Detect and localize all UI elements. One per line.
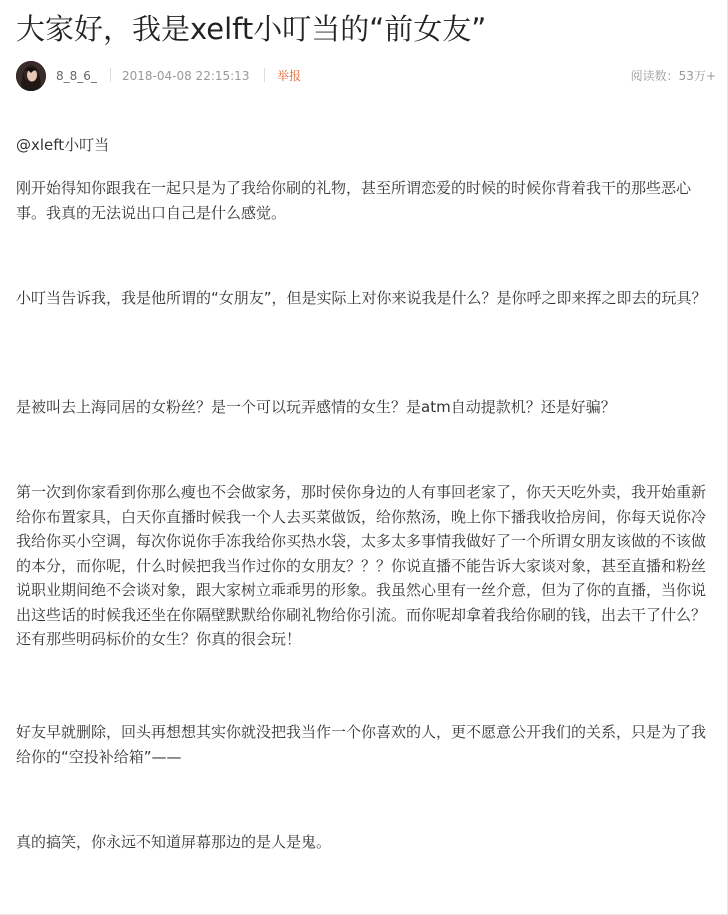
publish-date: 2018-04-08 22:15:13: [122, 69, 250, 83]
read-count: 阅读数：53万+: [630, 69, 716, 83]
paragraph: @xleft小叮当: [16, 136, 110, 154]
avatar-image: [16, 61, 46, 91]
avatar[interactable]: [16, 61, 46, 91]
meta-divider: [110, 68, 111, 82]
paragraph: 第一次到你家看到你那么瘦也不会做家务，那时侯你身边的人有事回老家了，你天天吃外卖，我开始重新给你布置家具，白天你直播时候我一个人去买菜做饭，给你熬汤，晚上你下播我收拾房间，你每天说你冷我给你买小空调，每次你说你手冻我给你买热水袋，太多太多事情我做好了一个所谓女朋友该做的不该做的本分，而你呢，什么时候把我当作过你的女朋友？？？你说直播不能告诉大家谈对象，甚至直播和粉丝说职业期间绝不会谈对象，跟大家树立乖乖男的形象。我虽然心里有一丝介意，但为了你的直播，当你说出这些话的时候我还坐在你隔壁默默给你刷礼物给你引流。而你呢却拿着我给你刷的钱，出去干了什么？还有那些明码标价的女生？你真的很会玩！: [16, 483, 707, 648]
meta-divider: [264, 68, 265, 82]
paragraph: 刚开始得知你跟我在一起只是为了我给你刷的礼物，甚至所谓恋爱的时候的时候你背着我干的那些恶心事。我真的无法说出口自己是什么感觉。: [16, 179, 692, 222]
author-name[interactable]: 8_8_6_: [56, 69, 97, 83]
article-meta: [16, 61, 716, 93]
paragraph: 小叮当告诉我，我是他所谓的“女朋友”，但是实际上对你来说我是什么？是你呼之即来挥之即去的玩具？: [16, 289, 707, 307]
paragraph: 真的搞笑，你永远不知道屏幕那边的是人是鬼。: [16, 833, 332, 851]
paragraph: 是被叫去上海同居的女粉丝？是一个可以玩弄感情的女生？是atm自动提款机？还是好骗？: [16, 398, 616, 416]
article-title: 大家好，我是xelft小叮当的“前女友”: [16, 12, 487, 46]
paragraph: 好友早就删除，回头再想想其实你就没把我当作一个你喜欢的人，更不愿意公开我们的关系，只是为了我给你的“空投补给箱”——: [16, 723, 707, 766]
report-link[interactable]: 举报: [277, 69, 302, 83]
